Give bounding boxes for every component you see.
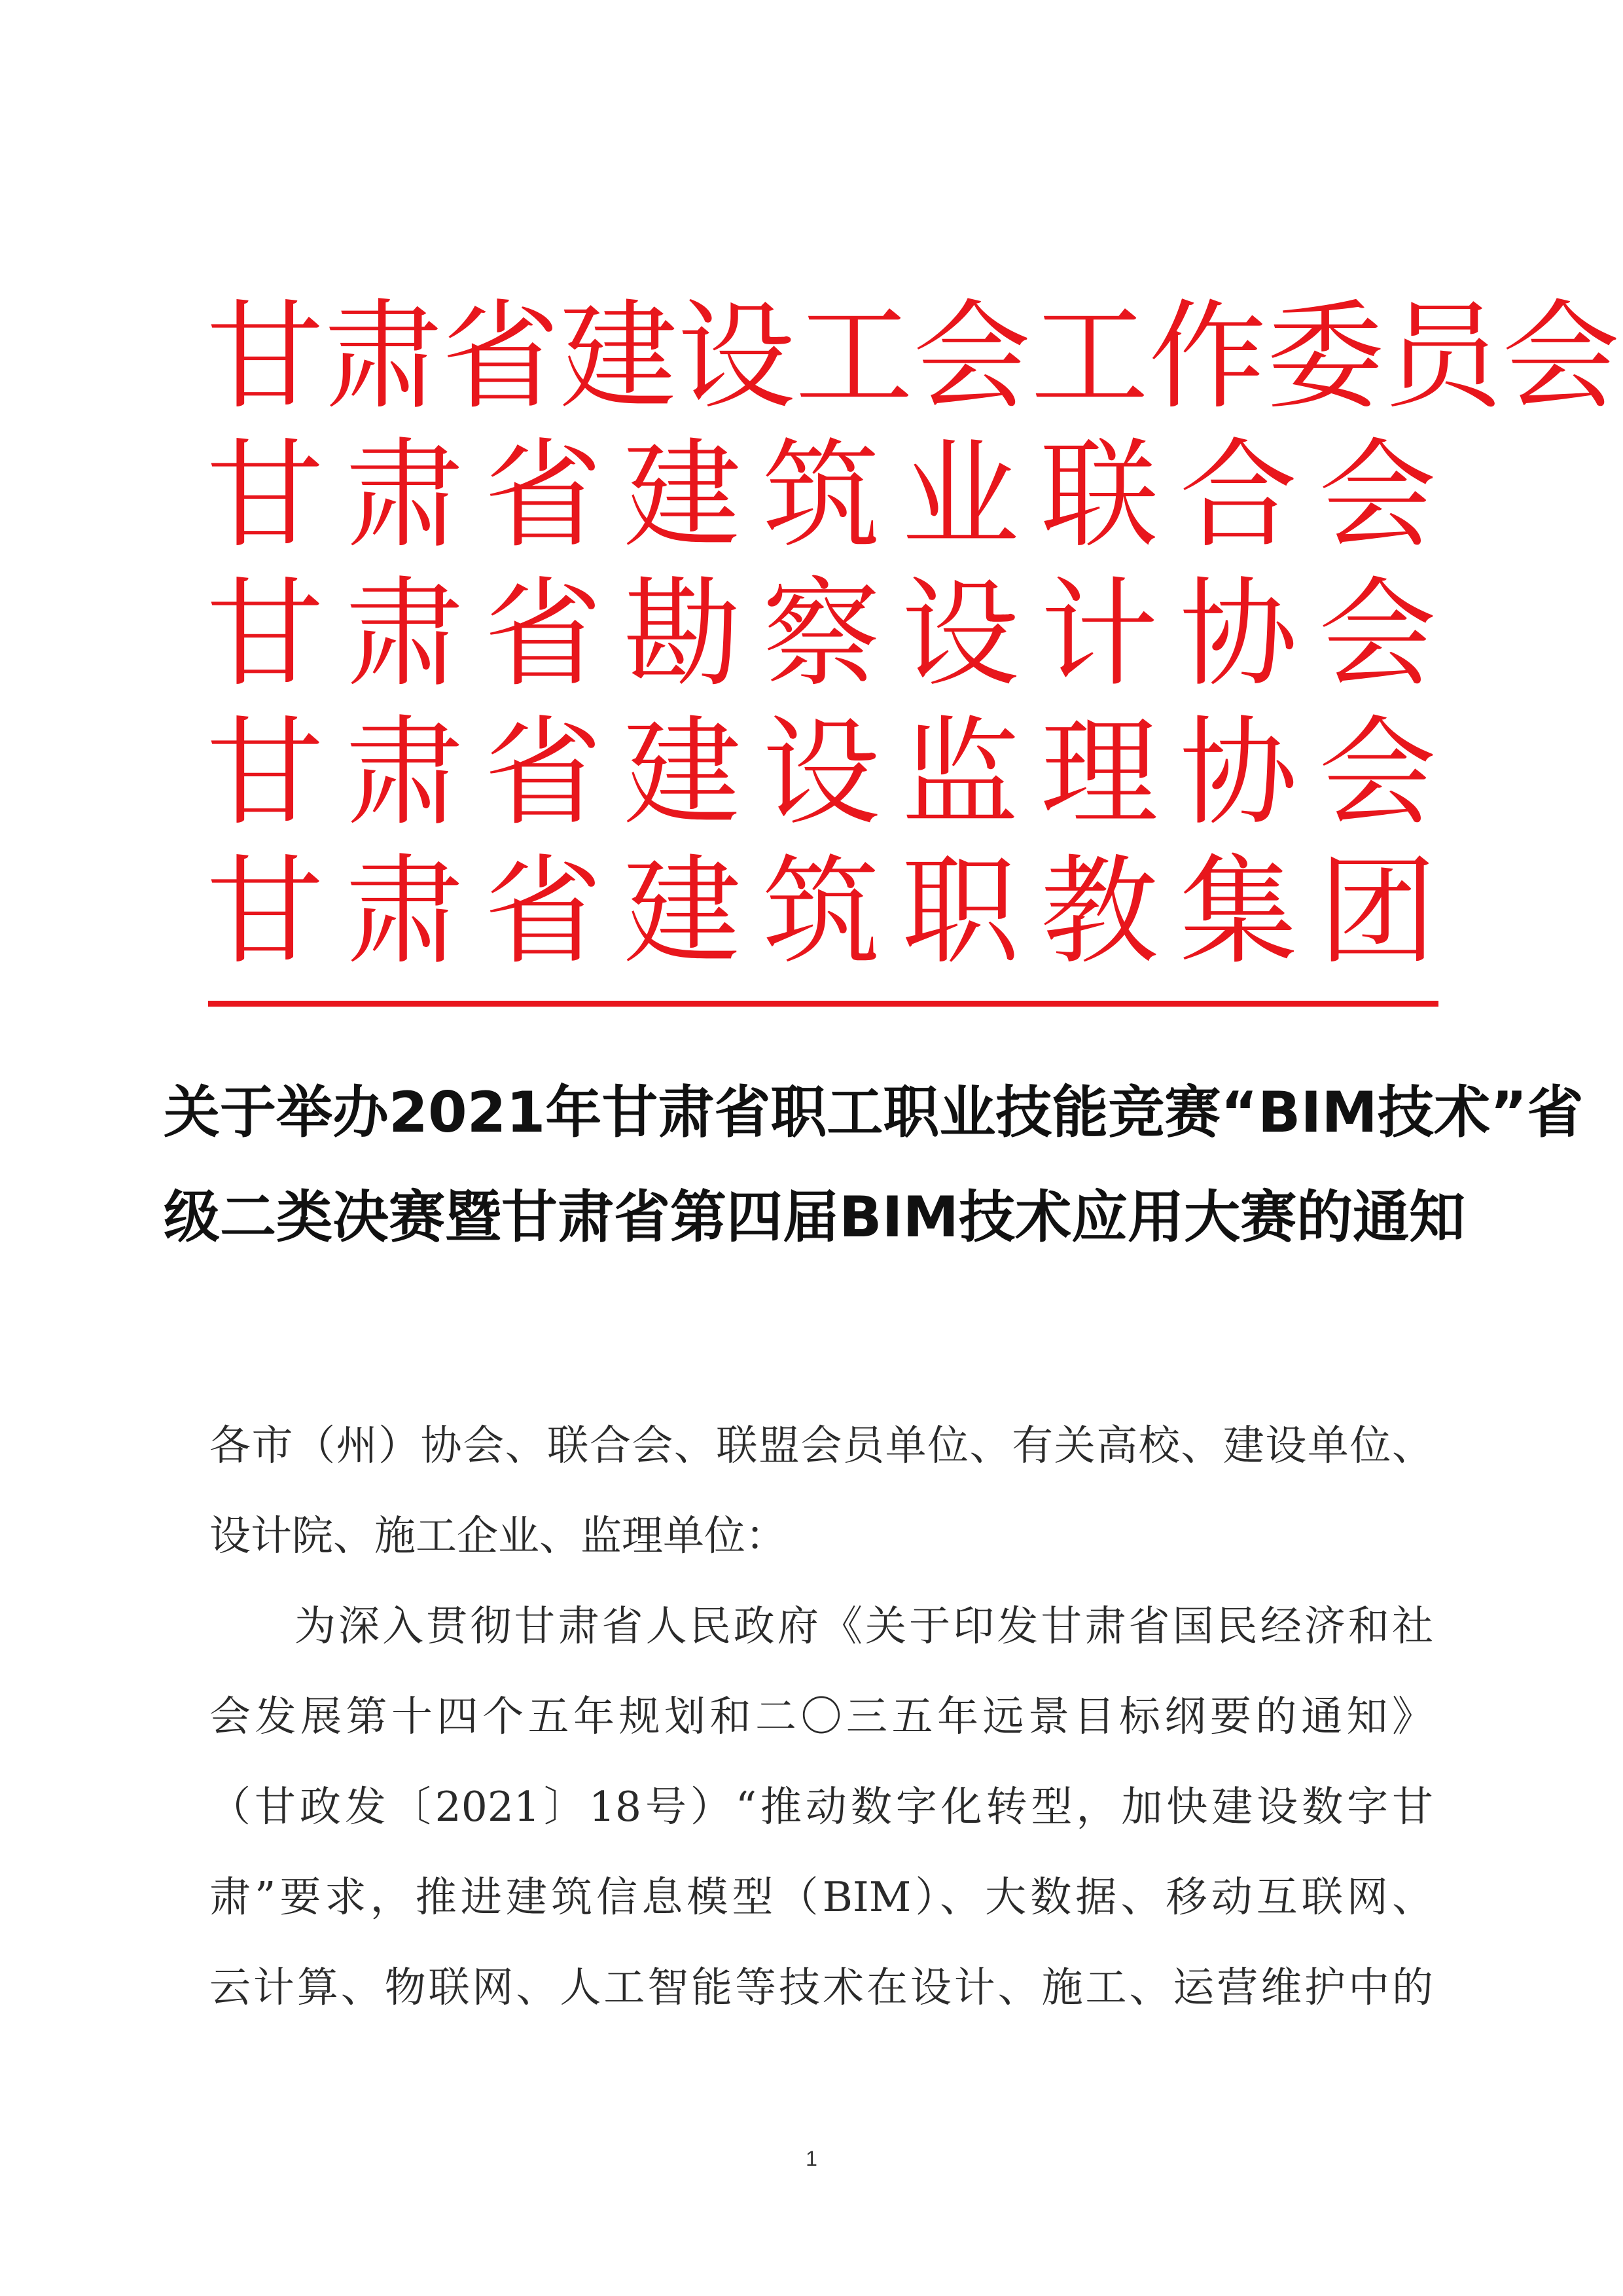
organization-line-1 <box>206 288 1620 427</box>
organization-char: 察 <box>762 566 880 703</box>
organization-char: 建 <box>560 289 678 425</box>
organization-char: 设 <box>901 566 1020 703</box>
body-line-5: （甘政发〔2021〕18号）“推动数字化转型，加快建设数字甘 <box>209 1783 1433 1831</box>
organization-char: 省 <box>484 427 602 564</box>
organization-char: 勘 <box>623 566 741 703</box>
body-line-1: 各市（州）协会、联合会、联盟会员单位、有关高校、建设单位、 <box>209 1422 1433 1469</box>
organization-char: 会 <box>913 289 1031 425</box>
body-line-7: 云计算、物联网、人工智能等技术在设计、施工、运营维护中的 <box>209 1964 1433 2011</box>
organization-char: 肃 <box>324 289 442 425</box>
organization-char: 集 <box>1179 844 1298 980</box>
body-line-4: 会发展第十四个五年规划和二〇三五年远景目标纲要的通知》 <box>209 1693 1433 1740</box>
organization-char: 筑 <box>762 844 880 980</box>
organization-char: 会 <box>1318 705 1436 842</box>
body-line-2: 设计院、施工企业、监理单位： <box>209 1512 787 1560</box>
organization-line-5 <box>206 843 1436 982</box>
organization-char: 省 <box>484 566 602 703</box>
body-line-6: 肃”要求，推进建筑信息模型（BIM）、大数据、移动互联网、 <box>209 1873 1433 1921</box>
title-line-2: 级二类决赛暨甘肃省第四届BIM技术应用大赛的通知 <box>164 1185 1466 1250</box>
organization-char: 甘 <box>206 844 325 980</box>
organization-char: 委 <box>1266 289 1385 425</box>
organization-char: 工 <box>1031 289 1149 425</box>
organization-char: 甘 <box>206 427 325 564</box>
organization-char: 肃 <box>345 427 463 564</box>
body-line-3: 为深入贯彻甘肃省人民政府《关于印发甘肃省国民经济和社 <box>294 1602 1433 1650</box>
organization-char: 筑 <box>762 427 880 564</box>
organization-char: 省 <box>484 705 602 842</box>
organization-char: 建 <box>623 844 741 980</box>
title-line-1: 关于举办2021年甘肃省职工职业技能竞赛“BIM技术”省 <box>164 1080 1584 1145</box>
organization-char: 省 <box>442 289 560 425</box>
organization-char: 甘 <box>206 705 325 842</box>
organization-char: 肃 <box>345 705 463 842</box>
organization-char: 会 <box>1318 427 1436 564</box>
organization-char: 业 <box>901 427 1020 564</box>
organization-char: 联 <box>1040 427 1158 564</box>
organization-line-4 <box>206 704 1436 843</box>
organization-char: 建 <box>623 427 741 564</box>
issuing-organizations <box>206 288 1620 982</box>
organization-char: 设 <box>762 705 880 842</box>
organization-char: 教 <box>1040 844 1158 980</box>
organization-char: 职 <box>901 844 1020 980</box>
organization-line-3 <box>206 565 1436 704</box>
red-divider-line <box>208 1001 1438 1007</box>
organization-char: 甘 <box>206 289 325 425</box>
organization-char: 计 <box>1040 566 1158 703</box>
organization-line-2 <box>206 427 1436 565</box>
document-body <box>209 1401 1433 2033</box>
organization-char: 甘 <box>206 566 325 703</box>
organization-char: 设 <box>677 289 796 425</box>
organization-char: 工 <box>795 289 914 425</box>
organization-char: 合 <box>1179 427 1298 564</box>
organization-char: 理 <box>1040 705 1158 842</box>
organization-char: 省 <box>484 844 602 980</box>
organization-char: 会 <box>1318 566 1436 703</box>
document-title <box>164 1060 1584 1270</box>
organization-char: 肃 <box>345 844 463 980</box>
organization-char: 肃 <box>345 566 463 703</box>
page-number: 1 <box>806 2147 817 2170</box>
organization-char: 员 <box>1384 289 1503 425</box>
organization-char: 监 <box>901 705 1020 842</box>
organization-char: 协 <box>1179 705 1298 842</box>
organization-char: 建 <box>623 705 741 842</box>
organization-char: 作 <box>1149 289 1267 425</box>
organization-char: 协 <box>1179 566 1298 703</box>
organization-char: 会 <box>1502 289 1620 425</box>
organization-char: 团 <box>1318 844 1436 980</box>
